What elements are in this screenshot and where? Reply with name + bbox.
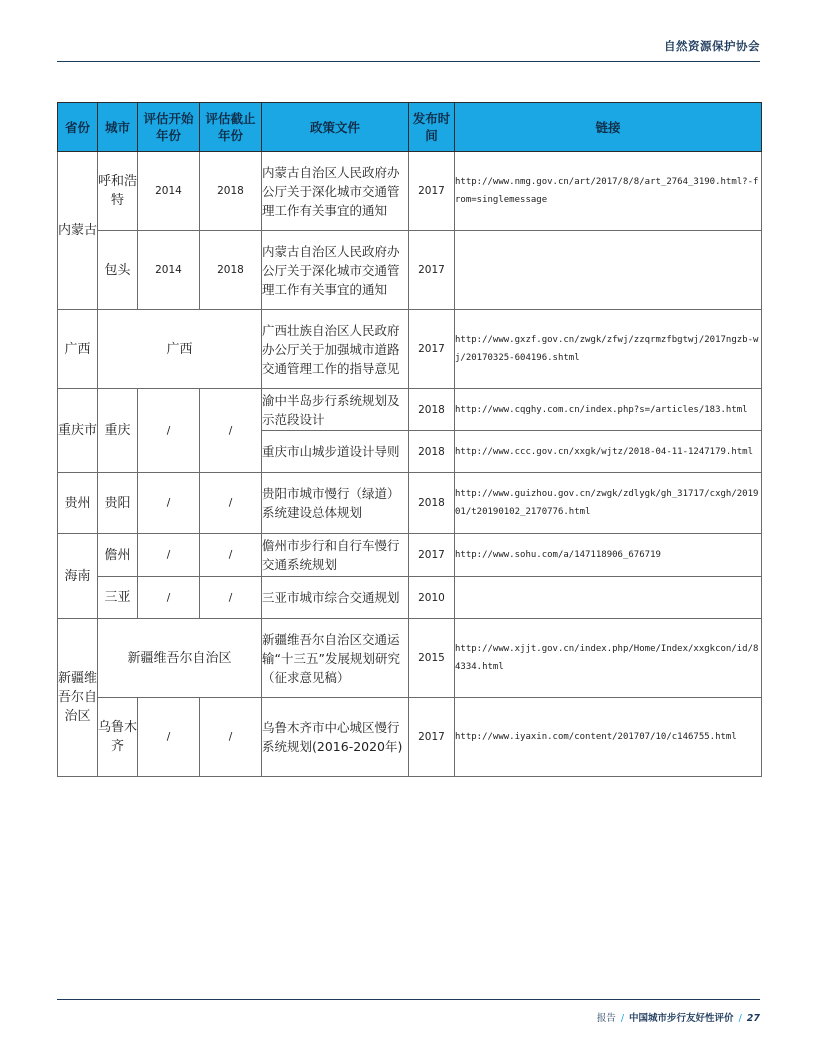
- policy-doc-cell: 内蒙古自治区人民政府办公厅关于深化城市交通管理工作有关事宜的通知: [262, 152, 409, 231]
- link-cell[interactable]: http://www.ccc.gov.cn/xxgk/wjtz/2018-04-11-1247179.html: [455, 431, 762, 473]
- link-cell[interactable]: [455, 577, 762, 619]
- province-cell: 广西: [58, 310, 98, 389]
- start-year-cell: /: [138, 389, 200, 473]
- table-header-row: [58, 103, 762, 152]
- region-span-cell: 广西: [98, 310, 262, 389]
- publish-year-cell: 2015: [409, 619, 455, 698]
- link-cell[interactable]: http://www.sohu.com/a/147118906_676719: [455, 534, 762, 577]
- end-year-cell: /: [200, 698, 262, 777]
- footer-separator: /: [620, 1013, 625, 1024]
- publish-year-cell: 2018: [409, 431, 455, 473]
- footer-separator: /: [738, 1013, 742, 1024]
- end-year-cell: 2018: [200, 152, 262, 231]
- table-row: [58, 231, 762, 310]
- organization-name: 自然资源保护协会: [664, 39, 760, 53]
- city-cell: 重庆: [98, 389, 138, 473]
- header-policy-doc: 政策文件: [262, 103, 409, 152]
- publish-year-cell: 2017: [409, 310, 455, 389]
- policy-doc-cell: 儋州市步行和自行车慢行交通系统规划: [262, 534, 409, 577]
- table-row: [58, 577, 762, 619]
- header-link: 链接: [455, 103, 762, 152]
- province-cell: 贵州: [58, 473, 98, 534]
- start-year-cell: 2014: [138, 231, 200, 310]
- table-row: [58, 473, 762, 534]
- policy-doc-cell: 重庆市山城步道设计导则: [262, 431, 409, 473]
- header-publish-year: 发布时间: [409, 103, 455, 152]
- link-cell[interactable]: http://www.xjjt.gov.cn/index.php/Home/Index/xxgkcon/id/84334.html: [455, 619, 762, 698]
- footer-section: 报告: [596, 1013, 616, 1024]
- header-divider: [57, 61, 760, 62]
- link-cell[interactable]: http://www.nmg.gov.cn/art/2017/8/8/art_2764_3190.html?-from=singlemessage: [455, 152, 762, 231]
- end-year-cell: /: [200, 577, 262, 619]
- end-year-cell: /: [200, 473, 262, 534]
- province-cell: 重庆市: [58, 389, 98, 473]
- header-start-year: 评估开始年份: [138, 103, 200, 152]
- province-cell: 内蒙古: [58, 152, 98, 310]
- policy-doc-cell: 广西壮族自治区人民政府办公厅关于加强城市道路交通管理工作的指导意见: [262, 310, 409, 389]
- start-year-cell: /: [138, 534, 200, 577]
- table-row: [58, 389, 762, 431]
- start-year-cell: /: [138, 577, 200, 619]
- footer-divider: [57, 999, 760, 1000]
- table-row: [58, 152, 762, 231]
- city-cell: 乌鲁木齐: [98, 698, 138, 777]
- policy-table: [57, 102, 762, 777]
- publish-year-cell: 2017: [409, 534, 455, 577]
- city-cell: 包头: [98, 231, 138, 310]
- page-footer: [597, 1010, 760, 1024]
- province-cell: 海南: [58, 534, 98, 619]
- end-year-cell: 2018: [200, 231, 262, 310]
- table-row: [58, 698, 762, 777]
- header-province: 省份: [58, 103, 98, 152]
- policy-doc-cell: 乌鲁木齐市中心城区慢行系统规划(2016-2020年): [262, 698, 409, 777]
- policy-doc-cell: 贵阳市城市慢行（绿道）系统建设总体规划: [262, 473, 409, 534]
- publish-year-cell: 2018: [409, 473, 455, 534]
- city-cell: 儋州: [98, 534, 138, 577]
- header-city: 城市: [98, 103, 138, 152]
- province-cell: 新疆维吾尔自治区: [58, 619, 98, 777]
- city-cell: 三亚: [98, 577, 138, 619]
- header-end-year: 评估截止年份: [200, 103, 262, 152]
- start-year-cell: /: [138, 698, 200, 777]
- footer-report-title: 中国城市步行友好性评价: [629, 1013, 734, 1024]
- policy-doc-cell: 渝中半岛步行系统规划及示范段设计: [262, 389, 409, 431]
- end-year-cell: /: [200, 534, 262, 577]
- policy-doc-cell: 新疆维吾尔自治区交通运输“十三五”发展规划研究（征求意见稿）: [262, 619, 409, 698]
- region-span-cell: 新疆维吾尔自治区: [98, 619, 262, 698]
- publish-year-cell: 2010: [409, 577, 455, 619]
- link-cell[interactable]: http://www.gxzf.gov.cn/zwgk/zfwj/zzqrmzfbgtwj/2017ngzb-wj/20170325-604196.shtml: [455, 310, 762, 389]
- publish-year-cell: 2017: [409, 698, 455, 777]
- table-row: [58, 310, 762, 389]
- start-year-cell: /: [138, 473, 200, 534]
- publish-year-cell: 2018: [409, 389, 455, 431]
- link-cell[interactable]: http://www.guizhou.gov.cn/zwgk/zdlygk/gh_31717/cxgh/201901/t20190102_2170776.html: [455, 473, 762, 534]
- policy-doc-cell: 内蒙古自治区人民政府办公厅关于深化城市交通管理工作有关事宜的通知: [262, 231, 409, 310]
- start-year-cell: 2014: [138, 152, 200, 231]
- table-row: [58, 619, 762, 698]
- publish-year-cell: 2017: [409, 152, 455, 231]
- table-row: [58, 534, 762, 577]
- end-year-cell: /: [200, 389, 262, 473]
- link-cell[interactable]: http://www.iyaxin.com/content/201707/10/c146755.html: [455, 698, 762, 777]
- policy-doc-cell: 三亚市城市综合交通规划: [262, 577, 409, 619]
- link-cell[interactable]: http://www.cqghy.com.cn/index.php?s=/articles/183.html: [455, 389, 762, 431]
- page-number: 27: [746, 1013, 760, 1024]
- city-cell: 贵阳: [98, 473, 138, 534]
- link-cell[interactable]: [455, 231, 762, 310]
- publish-year-cell: 2017: [409, 231, 455, 310]
- city-cell: 呼和浩特: [98, 152, 138, 231]
